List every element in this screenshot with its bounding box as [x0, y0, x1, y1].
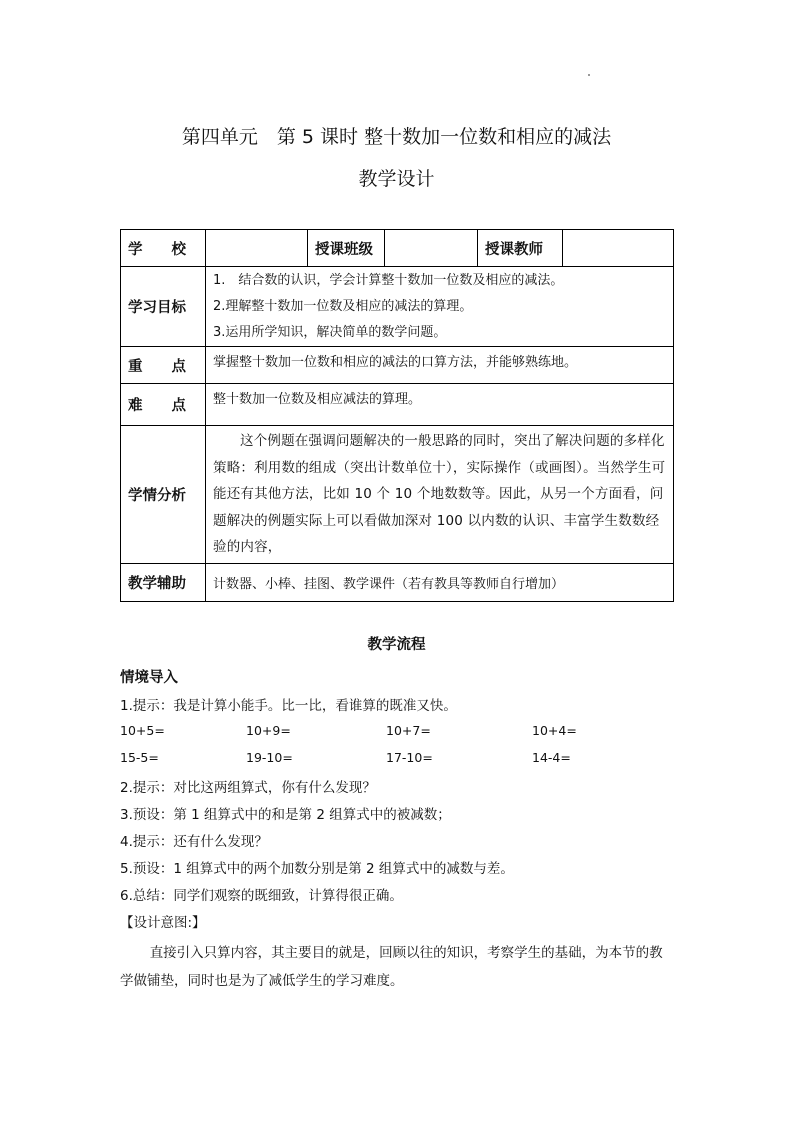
equation: 19-10=	[246, 750, 293, 765]
table-row	[121, 347, 674, 384]
table-row	[121, 230, 674, 267]
step-3: 3.预设：第 1 组算式中的和是第 2 组算式中的被减数；	[120, 807, 451, 823]
equation: 10+5=	[120, 723, 165, 738]
difficulty-label: 难 点	[121, 384, 206, 426]
step-6: 6.总结：同学们观察的既细致，计算得很正确。	[120, 888, 403, 904]
process-title: 教学流程	[367, 637, 426, 653]
equation: 10+7=	[386, 723, 431, 738]
school-label: 学 校	[121, 230, 206, 267]
goal-item: 3.运用所学知识，解决简单的数学问题。	[213, 324, 447, 340]
section-heading: 情境导入	[120, 670, 178, 686]
goal-content	[206, 267, 674, 347]
table-row	[121, 426, 674, 564]
step-2: 2.提示：对比这两组算式，你有什么发现？	[120, 780, 376, 796]
key-point-text: 掌握整十数加一位数和相应的减法的口算方法，并能够熟练地。	[206, 347, 674, 384]
class-value	[385, 230, 478, 267]
teacher-label: 授课教师	[478, 230, 563, 267]
class-label: 授课班级	[308, 230, 385, 267]
step-5: 5.预设：1 组算式中的两个加数分别是第 2 组算式中的减数与差。	[120, 861, 514, 877]
step-1: 1.提示：我是计算小能手。比一比，看谁算的既准又快。	[120, 698, 457, 714]
page-title: 第四单元 第 5 课时 整十数加一位数和相应的减法	[181, 126, 612, 148]
equation: 15-5=	[120, 750, 159, 765]
school-value	[206, 230, 308, 267]
equation: 14-4=	[532, 750, 571, 765]
analysis-label: 学情分析	[121, 426, 206, 564]
table-row	[121, 564, 674, 602]
equation: 10+9=	[246, 723, 291, 738]
aid-text: 计数器、小棒、挂图、教学课件（若有教具等教师自行增加）	[206, 564, 674, 602]
equation: 17-10=	[386, 750, 433, 765]
analysis-text: 这个例题在强调问题解决的一般思路的同时，突出了解决问题的多样化策略：利用数的组成（突出计数单位十），实际操作（或画图）。当然学生可能还有其他方法，比如 10 个 10 个地数数等。因此，从另一个方面看，问题解决的例题实际上可以看做加深对 100 以内数的认识、丰富学生数数经验的内容，	[206, 426, 674, 564]
lesson-info-table	[120, 229, 674, 602]
design-intent-text: 直接引入只算内容，其主要目的就是，回顾以往的知识，考察学生的基础，为本节的教学做铺垫，同时也是为了减低学生的学习难度。	[120, 945, 663, 989]
scan-dot	[588, 74, 590, 76]
goal-item: 2.理解整十数加一位数及相应的减法的算理。	[213, 298, 473, 314]
equation: 10+4=	[532, 723, 577, 738]
key-point-label: 重 点	[121, 347, 206, 384]
teacher-value	[563, 230, 674, 267]
table-row	[121, 384, 674, 426]
page-subtitle: 教学设计	[358, 168, 435, 190]
table-row	[121, 267, 674, 347]
difficulty-text: 整十数加一位数及相应减法的算理。	[206, 384, 674, 426]
design-intent-label: 【设计意图:】	[120, 915, 206, 931]
goal-label: 学习目标	[121, 267, 206, 347]
step-4: 4.提示：还有什么发现？	[120, 834, 268, 850]
goal-item: 1. 结合数的认识，学会计算整十数加一位数及相应的减法。	[213, 272, 564, 288]
aid-label: 教学辅助	[121, 564, 206, 602]
